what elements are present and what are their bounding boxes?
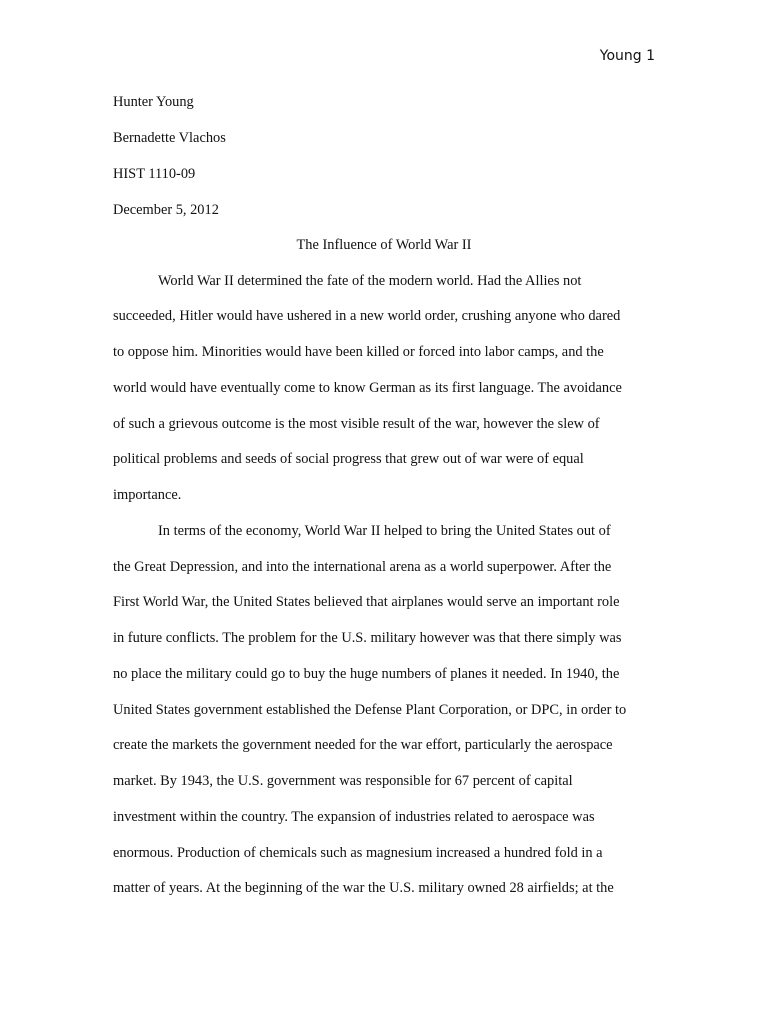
body-line: investment within the country. The expansion of industries related to aerospace was: [113, 809, 595, 825]
body-line: to oppose him. Minorities would have been killed or forced into labor camps, and the: [113, 344, 604, 360]
body-line: in future conflicts. The problem for the U.S. military however was that there simply was: [113, 630, 622, 646]
essay-title: The Influence of World War II: [296, 237, 472, 253]
body-line: First World War, the United States believed that airplanes would serve an important role: [113, 594, 620, 610]
body-line: importance.: [113, 487, 182, 503]
body-line: no place the military could go to buy the huge numbers of planes it needed. In 1940, the: [113, 666, 620, 682]
course-code: HIST 1110-09: [113, 166, 196, 182]
body-line: enormous. Production of chemicals such as magnesium increased a hundred fold in a: [113, 845, 603, 861]
date-line: December 5, 2012: [113, 202, 219, 218]
body-line: market. By 1943, the U.S. government was responsible for 67 percent of capital: [113, 773, 573, 789]
body-line: world would have eventually come to know German as its first language. The avoidance: [113, 380, 622, 396]
running-header: Young 1: [599, 48, 655, 64]
body-line: the Great Depression, and into the international arena as a world superpower. After the: [113, 559, 612, 575]
body-line: succeeded, Hitler would have ushered in a new world order, crushing anyone who dared: [113, 308, 621, 324]
instructor-name: Bernadette Vlachos: [113, 130, 226, 146]
body-line: of such a grievous outcome is the most visible result of the war, however the slew of: [113, 416, 600, 432]
student-name: Hunter Young: [113, 94, 194, 110]
body-line: political problems and seeds of social progress that grew out of war were of equal: [113, 451, 584, 467]
body-line: In terms of the economy, World War II helped to bring the United States out of: [158, 523, 611, 539]
body-line: matter of years. At the beginning of the war the U.S. military owned 28 airfields; at the: [113, 880, 614, 896]
body-line: create the markets the government needed for the war effort, particularly the aerospace: [113, 737, 613, 753]
body-line: United States government established the Defense Plant Corporation, or DPC, in order to: [113, 702, 627, 718]
body-line: World War II determined the fate of the modern world. Had the Allies not: [158, 273, 582, 289]
